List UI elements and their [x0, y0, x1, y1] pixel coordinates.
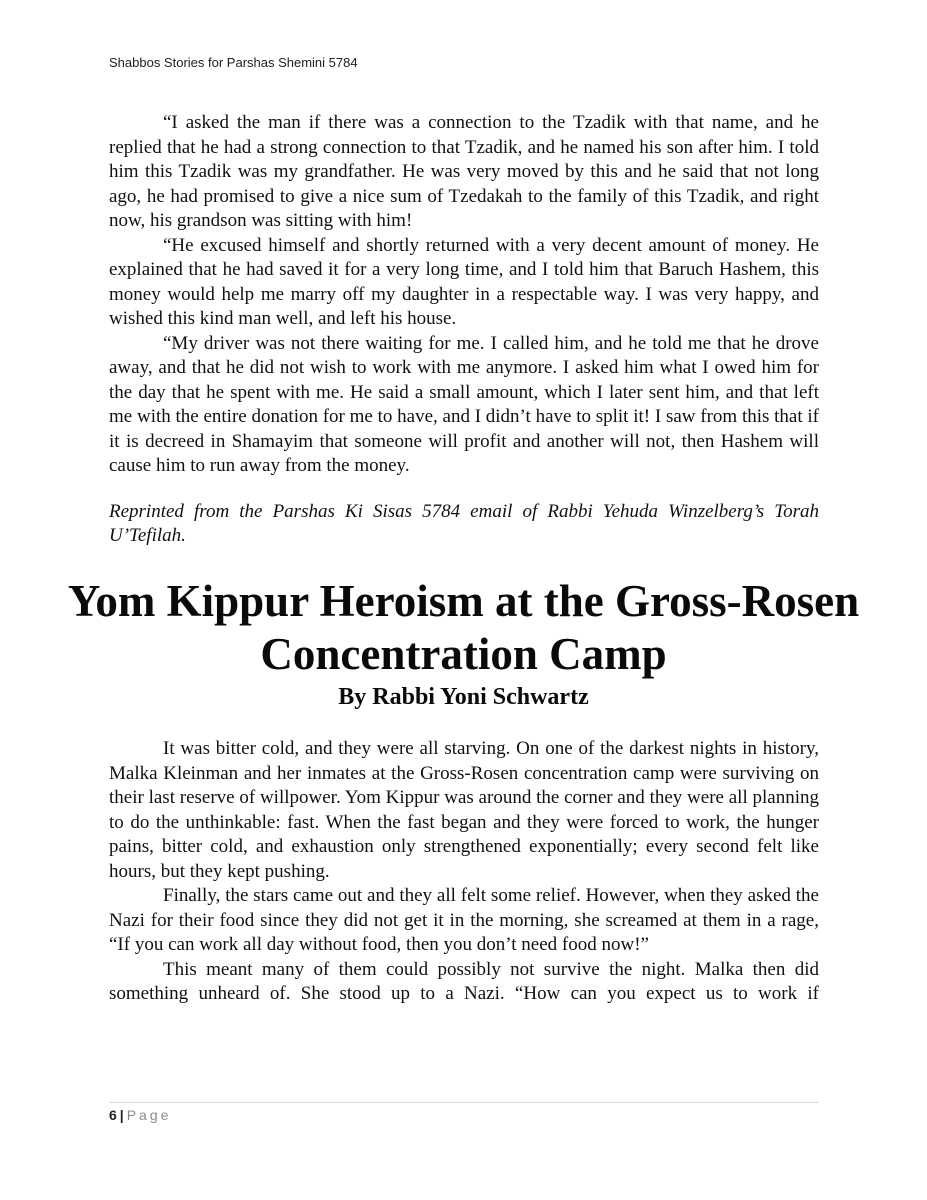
running-header: Shabbos Stories for Parshas Shemini 5784 — [109, 55, 358, 70]
story-paragraph-2: “He excused himself and shortly returned with a very decent amount of money. He explained that he had saved it for a very long time, and I told him that Baruch Hashem, this money would help me marry off my daughter in a respectable way. I was very happy, and wished this kind man well, and left his house. — [109, 234, 819, 329]
page-footer — [109, 1107, 171, 1123]
footer-separator: | — [119, 1107, 124, 1123]
article-paragraph-2: Finally, the stars came out and they all felt some relief. However, when they asked the Nazi for their food since they did not get it in the morning, she screamed at them in a rage, “If you can work all day without food, then you don’t need food now!” — [109, 885, 819, 955]
footer-divider — [109, 1102, 819, 1103]
story-paragraph-1: “I asked the man if there was a connection to the Tzadik with that name, and he replied that he had a strong connection to that Tzadik, and he named his son after him. I told him this Tzadik was my grandfather. He was very moved by this and he said that not long ago, he had promised to give a nice sum of Tzedakah to the family of this Tzadik, and right now, his grandson was sitting with him! — [109, 112, 819, 231]
article-title: Yom Kippur Heroism at the Gross-Rosen Concentration Camp — [67, 576, 860, 679]
page-number: 6 — [109, 1107, 117, 1123]
article-paragraph-1: It was bitter cold, and they were all starving. On one of the darkest nights in history, Malka Kleinman and her inmates at the Gross-Rosen concentration camp were surviving on their last reserve of willpower. Yom Kippur was around the corner and they were all planning to do the unthinkable: fast. When the fast began and they were forced to work, the hunger pains, bitter cold, and exhaustion only strengthened exponentially; every second felt like hours, but they kept pushing. — [109, 738, 819, 882]
story-paragraph-3: “My driver was not there waiting for me. I called him, and he told me that he drove away, and that he did not wish to work with me anymore. I asked him what I owed him for the day that he spent with me. He said a small amount, which I later sent him, and that left me with the entire donation for me to have, and I didn’t have to split it! I saw from this that if it is decreed in Shamayim that someone will profit and another will not, then Hashem will cause him to run away from the money. — [109, 332, 819, 476]
story-continued-body — [109, 111, 819, 479]
article-body — [109, 737, 819, 1007]
reprint-credit: Reprinted from the Parshas Ki Sisas 5784 email of Rabbi Yehuda Winzelberg’s Torah U’Tefilah. — [109, 501, 819, 546]
page-label: Page — [126, 1107, 172, 1123]
article-paragraph-3: This meant many of them could possibly not survive the night. Malka then did something unheard of. She stood up to a Nazi. “How can you expect us to work if — [109, 958, 819, 1004]
article-byline: By Rabbi Yoni Schwartz — [338, 684, 589, 710]
